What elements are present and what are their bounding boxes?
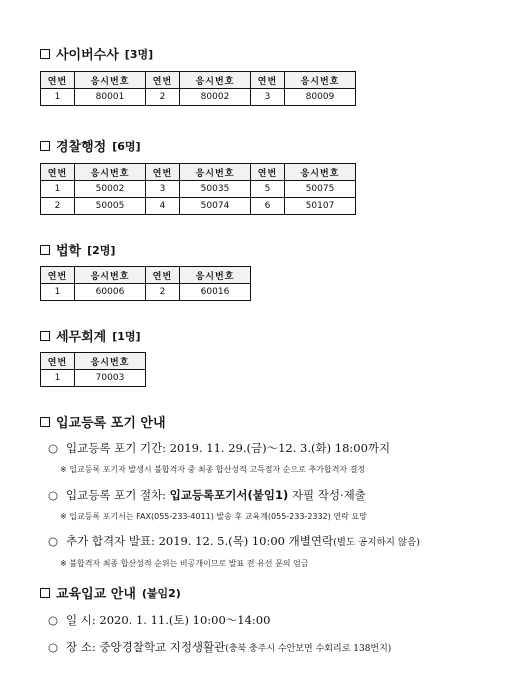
table-row xyxy=(146,284,251,301)
cell-exam: 50074 xyxy=(180,198,251,215)
procedure-label: 입교등록 포기 절차: xyxy=(66,488,170,502)
col-header-exam: 응시번호 xyxy=(75,72,146,89)
section-title-text: 세무회계 xyxy=(56,330,107,345)
table-row xyxy=(41,89,146,106)
circle-bullet-icon: ○ xyxy=(48,441,59,455)
cyber-table-1 xyxy=(40,71,146,106)
note-text: 입교등록 포기자 발생시 불합격자 중 최종 합산성적 고득점자 순으로 추가합격자 결정 xyxy=(69,465,366,474)
cell-no: 4 xyxy=(146,198,180,215)
giveup-procedure-line xyxy=(48,487,366,503)
procedure-form-name: 입교등록포기서(붙임1) xyxy=(169,488,289,502)
table-row xyxy=(251,89,356,106)
cell-exam: 50107 xyxy=(285,198,356,215)
table-row xyxy=(146,181,251,198)
cell-no: 2 xyxy=(146,284,180,301)
section-count: [6명] xyxy=(112,139,141,153)
col-header-exam: 응시번호 xyxy=(180,72,251,89)
table-row xyxy=(146,89,251,106)
section-title-giveup xyxy=(40,412,166,431)
col-header-exam: 응시번호 xyxy=(285,72,356,89)
col-header-no: 연번 xyxy=(251,72,285,89)
section-title-text: 사이버수사 xyxy=(56,48,119,63)
edu-place-address: (충북 충주시 수안보면 수회리로 138번지) xyxy=(225,644,392,654)
law-table-2 xyxy=(145,266,251,301)
cell-exam: 80002 xyxy=(180,89,251,106)
reference-mark-icon: ※ xyxy=(60,559,67,568)
checkbox-square-icon xyxy=(40,331,50,341)
police-table-1 xyxy=(40,163,146,215)
giveup-period-text: 입교등록 포기 기간: 2019. 11. 29.(금)～12. 3.(화) 18:00까지 xyxy=(66,441,391,455)
checkbox-square-icon xyxy=(40,245,50,255)
cell-exam: 50005 xyxy=(75,198,146,215)
col-header-exam: 응시번호 xyxy=(75,164,146,181)
checkbox-square-icon xyxy=(40,588,50,598)
section-title-tax xyxy=(40,326,141,345)
giveup-additional-line xyxy=(48,533,420,549)
law-table-1 xyxy=(40,266,146,301)
cell-exam: 60016 xyxy=(180,284,251,301)
cell-exam: 50002 xyxy=(75,181,146,198)
edu-place-line xyxy=(48,639,391,655)
cell-no: 1 xyxy=(41,284,75,301)
table-row xyxy=(41,181,146,198)
cell-exam: 80001 xyxy=(75,89,146,106)
col-header-no: 연번 xyxy=(41,72,75,89)
note-text: 입교등록 포기서는 FAX(055-233-4011) 발송 후 교육계(055-233-2332) 연락 요망 xyxy=(69,512,367,521)
police-table-3 xyxy=(250,163,356,215)
col-header-no: 연번 xyxy=(251,164,285,181)
cell-exam: 80009 xyxy=(285,89,356,106)
section-title-police xyxy=(40,136,141,155)
cyber-table-3 xyxy=(250,71,356,106)
table-row xyxy=(146,198,251,215)
cell-no: 5 xyxy=(251,181,285,198)
cell-no: 3 xyxy=(146,181,180,198)
additional-text: 추가 합격자 발표: 2019. 12. 5.(목) 10:00 개별연락 xyxy=(66,534,334,548)
police-table-2 xyxy=(145,163,251,215)
cell-no: 3 xyxy=(251,89,285,106)
cell-no: 2 xyxy=(146,89,180,106)
giveup-period-line xyxy=(48,440,390,456)
section-count: [3명] xyxy=(124,47,154,61)
section-attachment: (붙임2) xyxy=(141,586,181,600)
checkbox-square-icon xyxy=(40,141,50,151)
cell-no: 2 xyxy=(41,198,75,215)
col-header-exam: 응시번호 xyxy=(180,164,251,181)
cyber-table-2 xyxy=(145,71,251,106)
col-header-exam: 응시번호 xyxy=(285,164,356,181)
table-row xyxy=(41,284,146,301)
giveup-period-note xyxy=(60,464,365,475)
col-header-exam: 응시번호 xyxy=(75,353,146,370)
reference-mark-icon: ※ xyxy=(60,465,67,474)
giveup-additional-note xyxy=(60,558,309,569)
section-count: [1명] xyxy=(112,329,141,343)
section-title-cyber xyxy=(40,44,153,63)
section-title-text: 법학 xyxy=(56,244,82,259)
cell-exam: 60006 xyxy=(75,284,146,301)
section-title-edu xyxy=(40,583,181,602)
edu-place-text: 장 소: 중앙경찰학교 지정생활관 xyxy=(66,640,226,654)
circle-bullet-icon: ○ xyxy=(48,534,59,548)
giveup-procedure-note xyxy=(60,511,367,522)
note-text: 불합격자 최종 합산성적 순위는 비공개이므로 발표 전 유선 문의 엄금 xyxy=(69,559,309,568)
col-header-no: 연번 xyxy=(146,72,180,89)
edu-date-text: 일 시: 2020. 1. 11.(토) 10:00～14:00 xyxy=(66,613,271,627)
col-header-exam: 응시번호 xyxy=(75,267,146,284)
cell-no: 6 xyxy=(251,198,285,215)
cell-no: 1 xyxy=(41,89,75,106)
additional-small-text: (별도 공지하지 않음) xyxy=(333,537,420,548)
cell-no: 1 xyxy=(41,181,75,198)
reference-mark-icon: ※ xyxy=(60,512,67,521)
checkbox-square-icon xyxy=(40,49,50,59)
cell-exam: 50075 xyxy=(285,181,356,198)
col-header-exam: 응시번호 xyxy=(180,267,251,284)
table-row xyxy=(251,198,356,215)
section-title-text: 교육입교 안내 xyxy=(56,587,136,602)
circle-bullet-icon: ○ xyxy=(48,640,59,654)
cell-no: 1 xyxy=(41,370,75,387)
procedure-action: 자필 작성·제출 xyxy=(288,488,366,502)
section-title-text: 경찰행정 xyxy=(56,140,107,155)
section-count: [2명] xyxy=(87,243,116,257)
cell-exam: 70003 xyxy=(75,370,146,387)
col-header-no: 연번 xyxy=(41,164,75,181)
table-row xyxy=(41,198,146,215)
cell-exam: 50035 xyxy=(180,181,251,198)
circle-bullet-icon: ○ xyxy=(48,488,59,502)
circle-bullet-icon: ○ xyxy=(48,613,59,627)
tax-table-1 xyxy=(40,352,146,387)
col-header-no: 연번 xyxy=(41,267,75,284)
section-title-law xyxy=(40,240,115,259)
col-header-no: 연번 xyxy=(146,164,180,181)
table-row xyxy=(251,181,356,198)
table-row xyxy=(41,370,146,387)
section-title-text: 입교등록 포기 안내 xyxy=(56,416,166,431)
checkbox-square-icon xyxy=(40,417,50,427)
edu-date-line xyxy=(48,612,270,628)
col-header-no: 연번 xyxy=(41,353,75,370)
col-header-no: 연번 xyxy=(146,267,180,284)
